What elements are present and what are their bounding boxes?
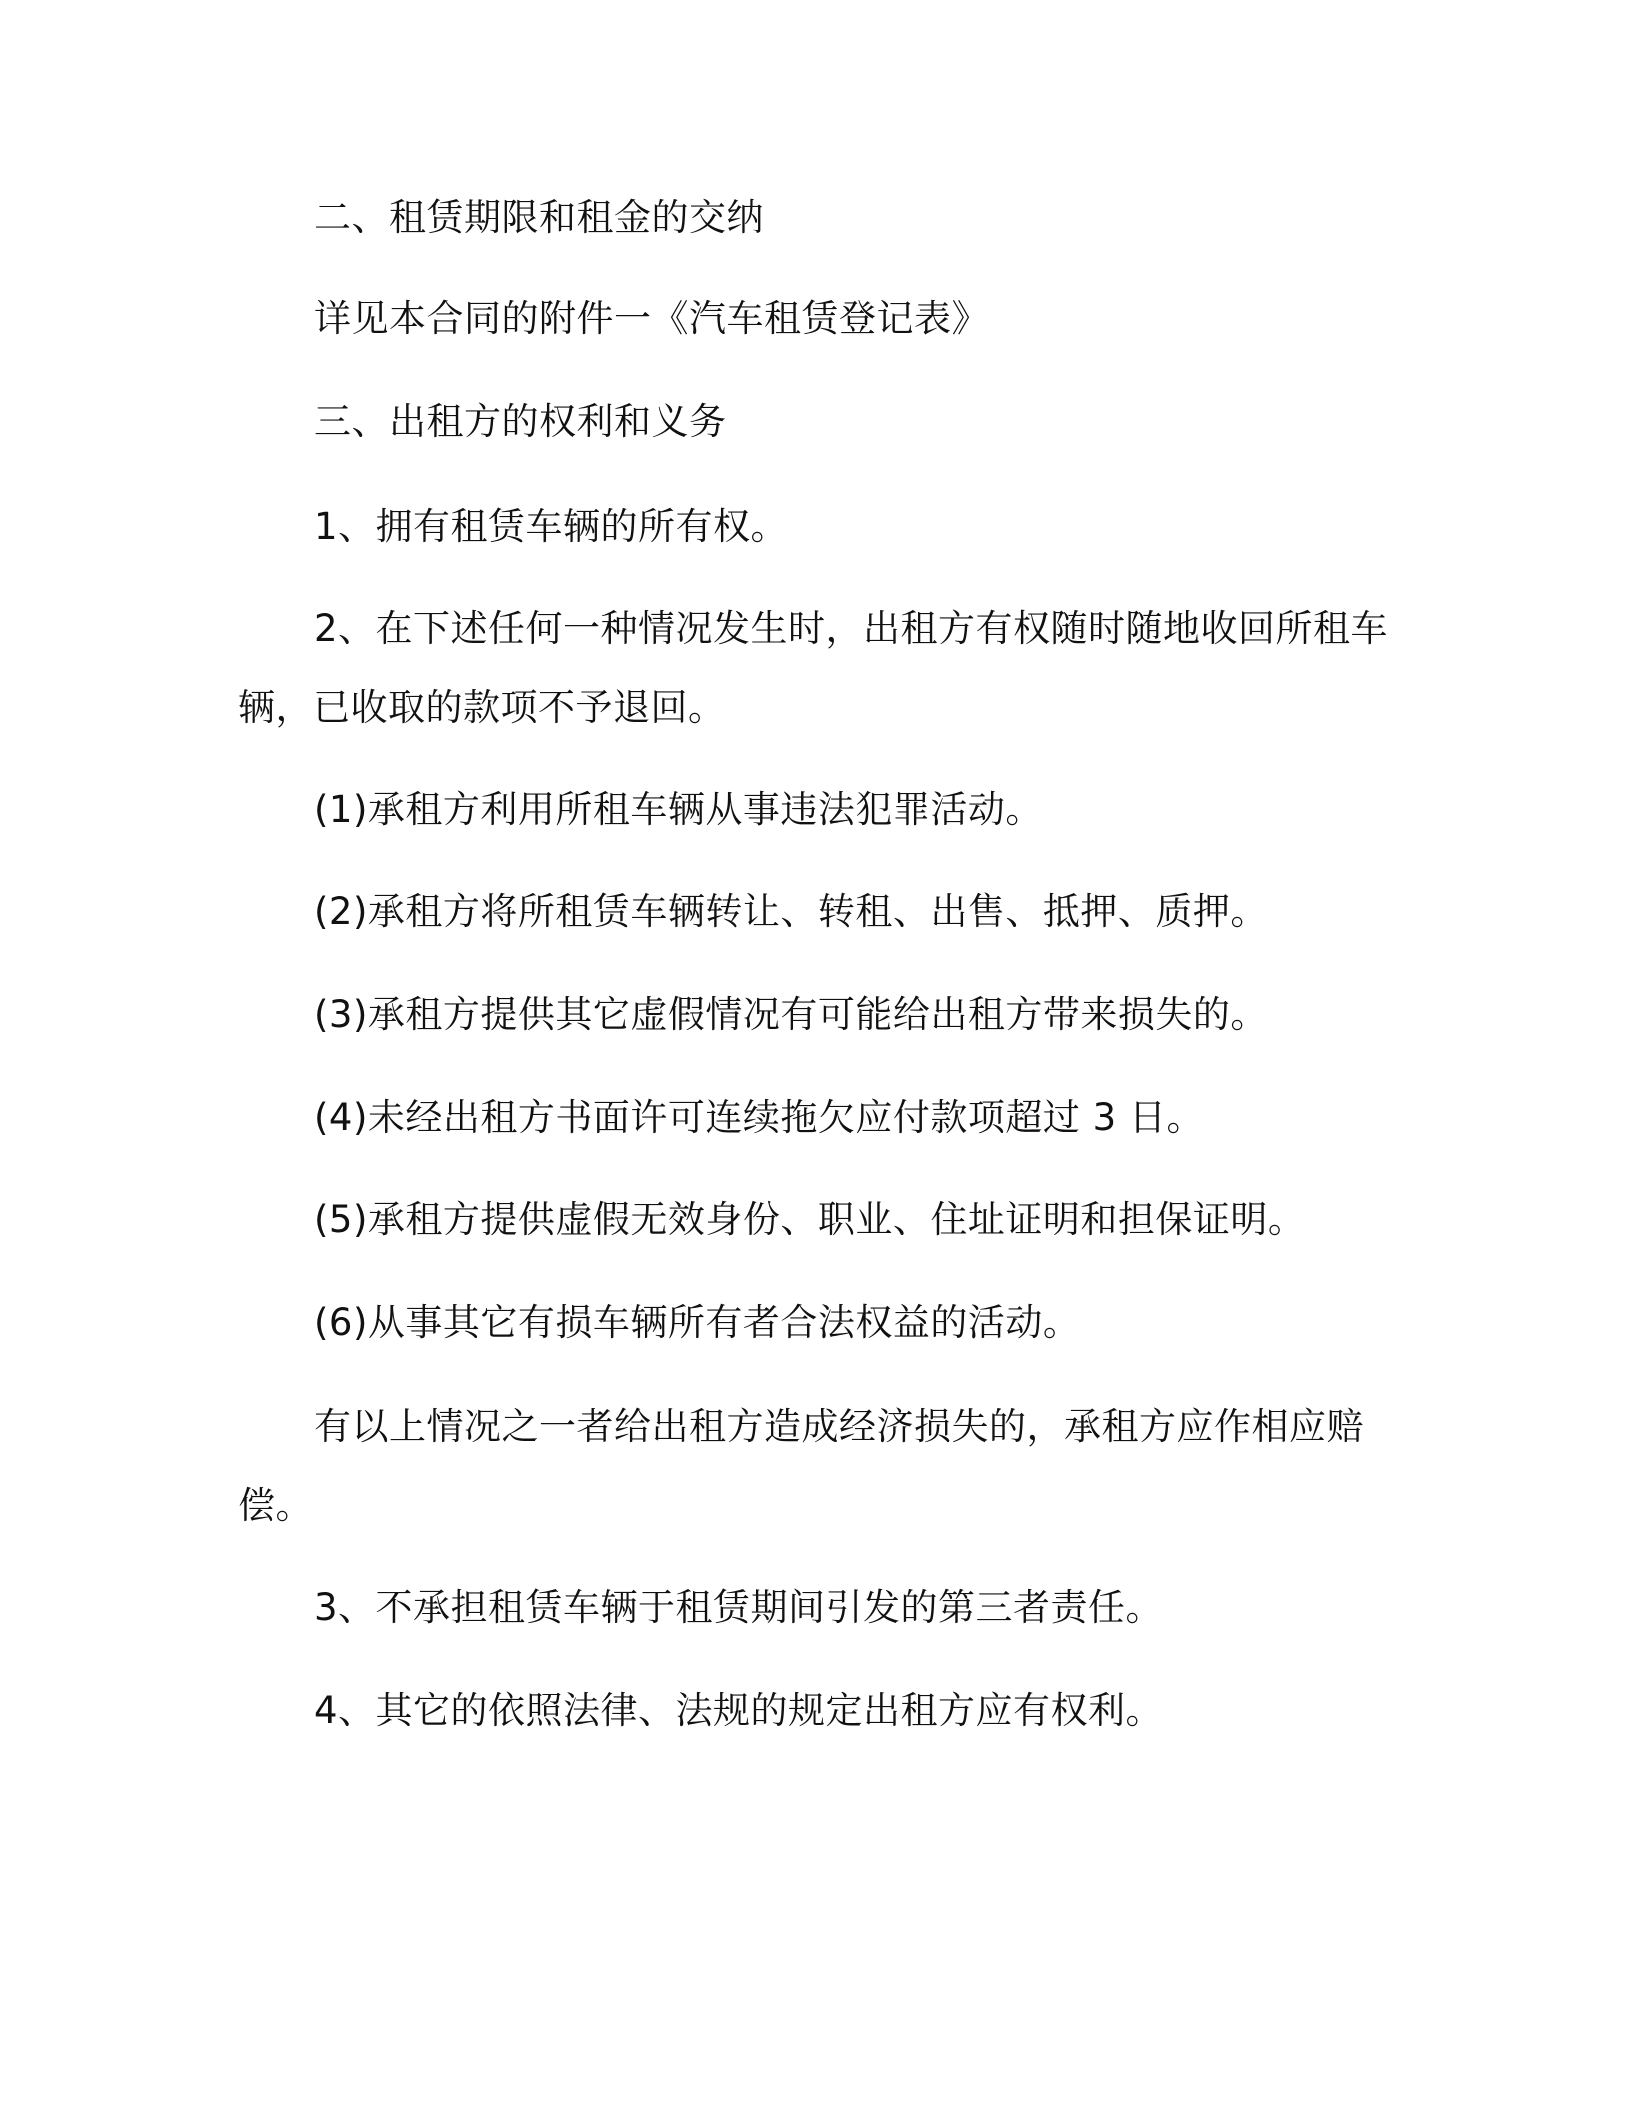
clause-2-line-2: 辆，已收取的款项不予退回。	[238, 686, 726, 729]
compensation-line-1: 有以上情况之一者给出租方造成经济损失的，承租方应作相应赔	[314, 1405, 1364, 1448]
clause-4: 4、其它的依照法律、法规的规定出租方应有权利。	[314, 1689, 1164, 1732]
item-5: (5)承租方提供虚假无效身份、职业、住址证明和担保证明。	[314, 1198, 1306, 1241]
item-1: (1)承租方利用所租车辆从事违法犯罪活动。	[314, 788, 1043, 831]
clause-2-line-1: 2、在下述任何一种情况发生时，出租方有权随时随地收回所租车	[314, 607, 1389, 650]
item-3: (3)承租方提供其它虚假情况有可能给出租方带来损失的。	[314, 993, 1268, 1036]
item-2: (2)承租方将所租赁车辆转让、转租、出售、抵押、质押。	[314, 890, 1268, 933]
clause-1: 1、拥有租赁车辆的所有权。	[314, 505, 789, 548]
section-heading-lessor-rights: 三、出租方的权利和义务	[314, 400, 727, 443]
item-6: (6)从事其它有损车辆所有者合法权益的活动。	[314, 1301, 1081, 1344]
paragraph-see-annex: 详见本合同的附件一《汽车租赁登记表》	[314, 297, 989, 340]
item-4: (4)未经出租方书面许可连续拖欠应付款项超过 3 日。	[314, 1096, 1204, 1139]
clause-3: 3、不承担租赁车辆于租赁期间引发的第三者责任。	[314, 1586, 1164, 1629]
section-heading-lease-term: 二、租赁期限和租金的交纳	[314, 196, 764, 239]
compensation-line-2: 偿。	[238, 1484, 313, 1527]
